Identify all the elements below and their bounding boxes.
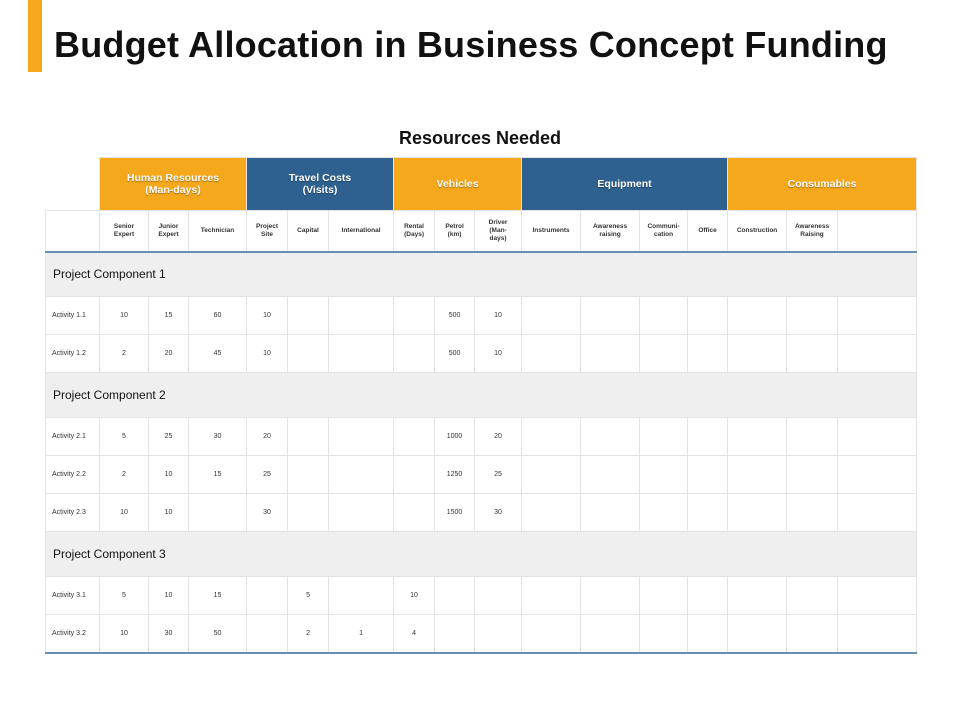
table-cell <box>787 456 838 494</box>
table-cell <box>728 494 787 532</box>
title-accent-bar <box>28 0 42 72</box>
table-cell <box>581 615 640 653</box>
table-cell: 10 <box>247 335 288 373</box>
table-cell <box>522 615 581 653</box>
table-cell: 2 <box>100 456 149 494</box>
table-cell <box>189 494 247 532</box>
table-cell: 15 <box>189 456 247 494</box>
table-row <box>46 615 917 653</box>
activity-label: Activity 2.1 <box>46 418 100 456</box>
activity-label: Activity 2.2 <box>46 456 100 494</box>
table-cell <box>329 297 394 335</box>
table-cell <box>640 335 688 373</box>
activity-label: Activity 3.2 <box>46 615 100 653</box>
table-cell <box>787 615 838 653</box>
table-cell <box>787 494 838 532</box>
subheader-label: Junior <box>158 222 179 230</box>
activity-label: Activity 1.1 <box>46 297 100 335</box>
table-row <box>46 494 917 532</box>
table-cell <box>394 297 435 335</box>
subheader-cell <box>149 211 189 252</box>
table-cell <box>581 335 640 373</box>
table-cell <box>787 335 838 373</box>
table-cell: 5 <box>288 577 329 615</box>
table-cell: 20 <box>475 418 522 456</box>
table-cell: 15 <box>189 577 247 615</box>
subheader-label: days) <box>489 234 507 242</box>
subheader-label: Instruments <box>532 226 570 234</box>
table-cell: 30 <box>189 418 247 456</box>
subheader-cell <box>394 211 435 252</box>
subheader-label: (km) <box>447 230 462 238</box>
table-cell: 4 <box>394 615 435 653</box>
table-cell <box>288 494 329 532</box>
table-cell <box>522 418 581 456</box>
table-cell: 60 <box>189 297 247 335</box>
table-cell <box>581 456 640 494</box>
table-cell <box>838 456 917 494</box>
subheader-label: Construction <box>736 226 778 234</box>
subheader-label: raising <box>599 230 621 238</box>
section-label: Project Component 2 <box>46 373 917 418</box>
table-cell <box>581 418 640 456</box>
table-cell <box>838 418 917 456</box>
subheader-label: Expert <box>113 230 135 238</box>
table-cell <box>787 418 838 456</box>
table-cell: 20 <box>247 418 288 456</box>
subheader-label: International <box>341 226 381 234</box>
table-cell <box>522 335 581 373</box>
table-cell <box>688 297 728 335</box>
subheader-cell <box>475 211 522 252</box>
table-cell: 25 <box>475 456 522 494</box>
table-cell: 20 <box>149 335 189 373</box>
table-cell <box>581 494 640 532</box>
table-cell <box>288 335 329 373</box>
table-cell <box>394 335 435 373</box>
subheader-label: Rental <box>404 222 424 230</box>
table-cell <box>329 577 394 615</box>
table-cell <box>435 577 475 615</box>
table-cell <box>288 297 329 335</box>
group-travel-costs <box>247 158 394 211</box>
table-cell <box>787 297 838 335</box>
subheader-corner <box>46 211 100 252</box>
table-cell: 50 <box>189 615 247 653</box>
table-cell <box>728 418 787 456</box>
table-cell <box>688 615 728 653</box>
subheader-label: Project <box>255 222 279 230</box>
table-cell <box>640 577 688 615</box>
subheader-cell <box>640 211 688 252</box>
table-cell <box>640 615 688 653</box>
table-cell: 10 <box>247 297 288 335</box>
subheader-label: Expert <box>158 230 179 238</box>
table-cell <box>522 456 581 494</box>
table-cell <box>728 335 787 373</box>
table-cell <box>247 615 288 653</box>
table-cell: 5 <box>100 418 149 456</box>
table-cell <box>728 297 787 335</box>
table-cell: 2 <box>288 615 329 653</box>
table-row <box>46 418 917 456</box>
table-cell: 25 <box>149 418 189 456</box>
subheader-label: Petrol <box>445 222 464 230</box>
table-cell <box>522 494 581 532</box>
table-cell <box>838 494 917 532</box>
table-cell <box>288 456 329 494</box>
table-cell <box>329 335 394 373</box>
table-cell <box>475 577 522 615</box>
table-cell: 500 <box>435 335 475 373</box>
table-cell: 30 <box>247 494 288 532</box>
subheader-cell <box>522 211 581 252</box>
group-label: Vehicles <box>436 178 479 190</box>
table-cell: 500 <box>435 297 475 335</box>
table-cell <box>640 418 688 456</box>
section-row <box>46 532 917 577</box>
group-label-line2: (Man-days) <box>145 184 201 196</box>
subheader-label: (Man- <box>489 226 507 234</box>
table-cell <box>329 418 394 456</box>
resources-table <box>45 157 917 654</box>
table-cell <box>838 577 917 615</box>
subheader-label: Communi- <box>647 222 680 230</box>
subheader-label: Senior <box>113 222 135 230</box>
table-cell <box>838 615 917 653</box>
table-cell <box>288 418 329 456</box>
table-row <box>46 456 917 494</box>
group-label: Equipment <box>597 178 652 190</box>
table-cell: 10 <box>149 577 189 615</box>
section-label: Project Component 1 <box>46 252 917 297</box>
subheader-label: (Days) <box>404 230 424 238</box>
table-cell <box>838 335 917 373</box>
subheader-label: Capital <box>297 226 319 234</box>
table-cell <box>640 297 688 335</box>
table-cell <box>728 456 787 494</box>
section-row <box>46 252 917 297</box>
table-cell <box>522 297 581 335</box>
table-cell: 2 <box>100 335 149 373</box>
subheader-label: cation <box>653 230 674 238</box>
table-cell: 15 <box>149 297 189 335</box>
table-cell: 10 <box>475 297 522 335</box>
subheader-cell <box>787 211 838 252</box>
table-cell <box>688 577 728 615</box>
table-cell <box>728 577 787 615</box>
activity-label: Activity 2.3 <box>46 494 100 532</box>
table-cell: 10 <box>100 494 149 532</box>
subheader-row <box>46 211 917 252</box>
group-header-row <box>46 158 917 211</box>
table-cell <box>581 297 640 335</box>
subheader-cell <box>838 211 917 252</box>
subheader-cell <box>288 211 329 252</box>
table-cell: 10 <box>394 577 435 615</box>
table-row <box>46 577 917 615</box>
group-human-resources <box>100 158 247 211</box>
group-equipment <box>522 158 728 211</box>
group-consumables <box>728 158 917 211</box>
table-cell: 45 <box>189 335 247 373</box>
table-cell <box>329 494 394 532</box>
table-cell <box>435 615 475 653</box>
table-cell: 10 <box>149 456 189 494</box>
subheader-label: Site <box>261 230 273 238</box>
table-cell: 1250 <box>435 456 475 494</box>
subheader-label: Driver <box>488 218 508 226</box>
table-cell: 25 <box>247 456 288 494</box>
group-label-line1: Human Resources <box>126 172 220 184</box>
table-cell <box>838 297 917 335</box>
table-cell <box>640 456 688 494</box>
activity-label: Activity 1.2 <box>46 335 100 373</box>
subheader-cell <box>247 211 288 252</box>
table-cell <box>394 494 435 532</box>
page-title: Budget Allocation in Business Concept Funding <box>54 24 888 65</box>
table-cell <box>394 418 435 456</box>
table-cell <box>688 456 728 494</box>
table-cell: 5 <box>100 577 149 615</box>
group-label: Consumables <box>787 178 857 190</box>
table-cell <box>787 577 838 615</box>
table-cell <box>688 418 728 456</box>
activity-label: Activity 3.1 <box>46 577 100 615</box>
table-cell: 10 <box>475 335 522 373</box>
group-vehicles <box>394 158 522 211</box>
subheader-cell <box>189 211 247 252</box>
subheader-label: Awareness <box>794 222 830 230</box>
subheader-cell <box>688 211 728 252</box>
table-cell <box>728 615 787 653</box>
table-cell <box>247 577 288 615</box>
subheader-cell <box>100 211 149 252</box>
table-cell <box>688 494 728 532</box>
table-cell: 1500 <box>435 494 475 532</box>
subheader-label: Office <box>698 226 717 234</box>
table-cell: 30 <box>149 615 189 653</box>
table-cell <box>329 456 394 494</box>
table-cell: 10 <box>149 494 189 532</box>
subheader-cell <box>581 211 640 252</box>
subheader-cell <box>728 211 787 252</box>
header-corner <box>46 158 100 211</box>
table-row <box>46 335 917 373</box>
group-label-line2: (Visits) <box>302 184 338 196</box>
subheader-cell <box>435 211 475 252</box>
group-label-line1: Travel Costs <box>288 172 352 184</box>
table-cell: 10 <box>100 297 149 335</box>
table-body <box>46 252 917 653</box>
table-cell: 10 <box>100 615 149 653</box>
table-cell <box>475 615 522 653</box>
table-cell <box>581 577 640 615</box>
table-title: Resources Needed <box>398 128 562 148</box>
table-cell: 1 <box>329 615 394 653</box>
table-row <box>46 297 917 335</box>
table-cell <box>688 335 728 373</box>
section-row <box>46 373 917 418</box>
subheader-label: Technician <box>200 226 235 234</box>
table-cell <box>640 494 688 532</box>
subheader-cell <box>329 211 394 252</box>
table-cell: 1000 <box>435 418 475 456</box>
table-cell <box>522 577 581 615</box>
subheader-label: Raising <box>800 230 824 238</box>
subheader-label: Awareness <box>592 222 628 230</box>
section-label: Project Component 3 <box>46 532 917 577</box>
table-cell <box>394 456 435 494</box>
table-cell: 30 <box>475 494 522 532</box>
